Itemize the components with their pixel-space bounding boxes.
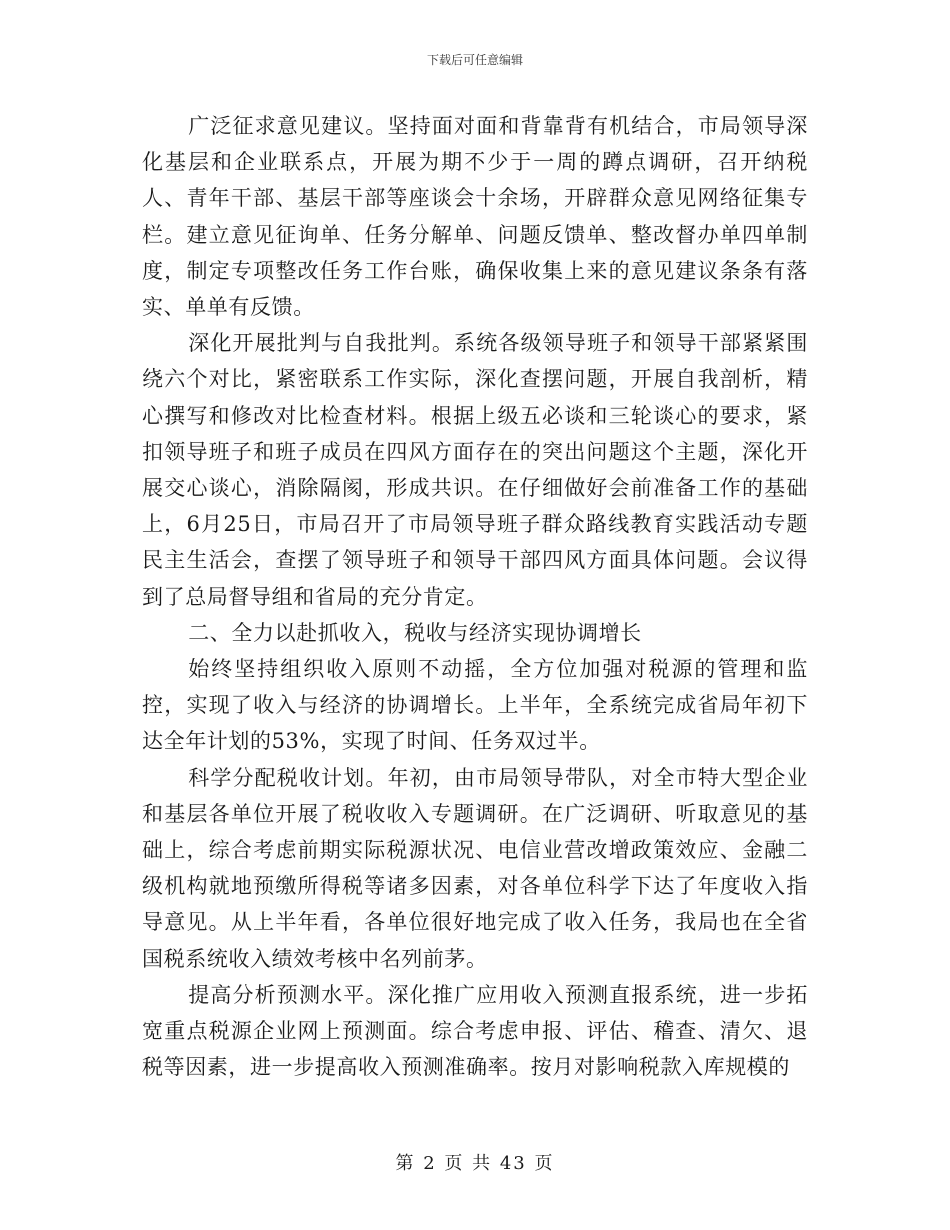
page-number-footer: 第 2 页 共 43 页 xyxy=(395,1153,555,1174)
paragraph-opinion-collection: 广泛征求意见建议。坚持面对面和背靠背有机结合，市局领导深化基层和企业联系点，开展为期不少于一周的蹲点调研，召开纳税人、青年干部、基层干部等座谈会十余场，开辟群众意见网络征集专栏。建立意见征询单、任务分解单、问题反馈单、整改督办单四单制度，制定专项整改任务工作台账，确保收集上来的意见建议条条有落实、单单有反馈。 xyxy=(142,114,808,320)
paragraph-tax-plan: 科学分配税收计划。年初，由市局领导带队，对全市特大型企业和基层各单位开展了税收收入专题调研。在广泛调研、听取意见的基础上，综合考虑前期实际税源状况、电信业营改增政策效应、金融二级机构就地预缴所得税等诸多因素，对各单位科学下达了年度收入指导意见。从上半年看，各单位很好地完成了收入任务，我局也在全省国税系统收入绩效考核中名列前茅。 xyxy=(142,765,808,971)
document-body xyxy=(142,108,808,1085)
paragraph-revenue-principle: 始终坚持组织收入原则不动摇，全方位加强对税源的管理和监控，实现了收入与经济的协调增长。上半年，全系统完成省局年初下达全年计划的53%，实现了时间、任务双过半。 xyxy=(142,657,808,754)
section-heading-revenue: 二、全力以赴抓收入，税收与经济实现协调增长 xyxy=(188,620,642,645)
page-header: 下载后可任意编辑 xyxy=(426,53,523,67)
paragraph-forecast: 提高分析预测水平。深化推广应用收入预测直报系统，进一步拓宽重点税源企业网上预测面。综合考虑申报、评估、稽查、清欠、退税等因素，进一步提高收入预测准确率。按月对影响税款入库规模的 xyxy=(142,982,808,1080)
paragraph-criticism: 深化开展批判与自我批判。系统各级领导班子和领导干部紧紧围绕六个对比，紧密联系工作实际，深化查摆问题，开展自我剖析，精心撰写和修改对比检查材料。根据上级五必谈和三轮谈心的要求，紧扣领导班子和班子成员在四风方面存在的突出问题这个主题，深化开展交心谈心，消除隔阂，形成共识。在仔细做好会前准备工作的基础上，6月25日，市局召开了市局领导班子群众路线教育实践活动专题民主生活会，查摆了领导班子和领导干部四风方面具体问题。会议得到了总局督导组和省局的充分肯定。 xyxy=(142,331,808,609)
